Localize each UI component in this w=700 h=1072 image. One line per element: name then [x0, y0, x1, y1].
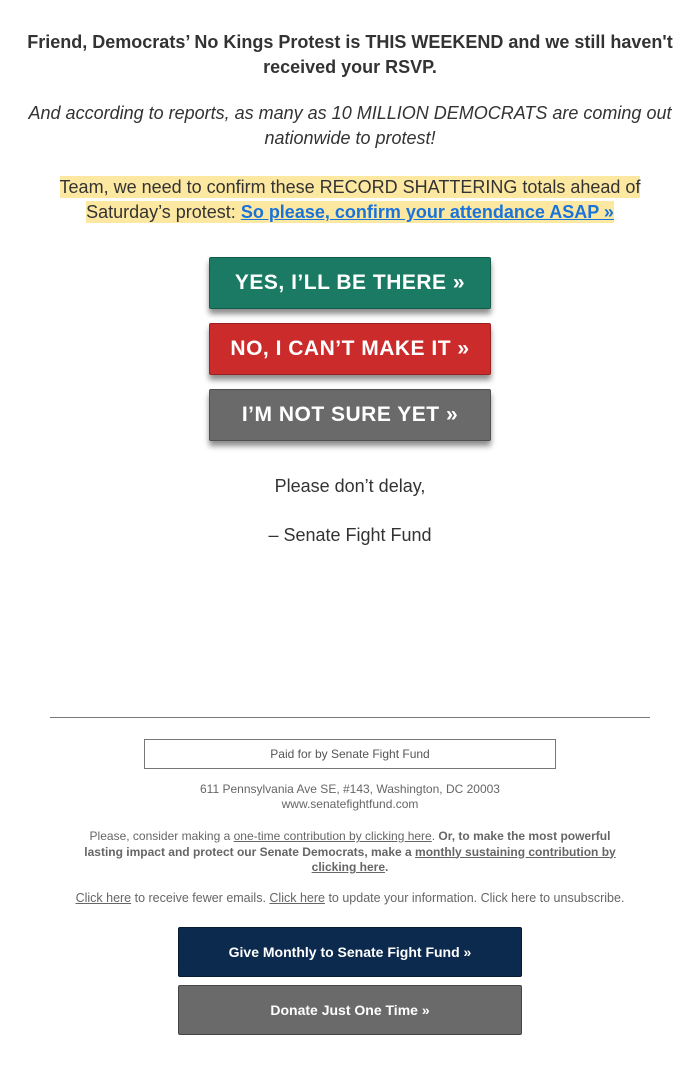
confirm-paragraph [20, 175, 680, 225]
contribution-paragraph [70, 829, 630, 876]
one-time-contribution-link[interactable]: one-time contribution by clicking here [233, 829, 432, 843]
confirm-text: Team, we need to confirm these RECORD SHATTERING totals ahead of Saturday’s protest: [59, 177, 641, 222]
reports-paragraph: And according to reports, as many as 10 MILLION DEMOCRATS are coming out nationwide to protest! [28, 103, 672, 148]
contrib-mid-text: . [431, 829, 439, 843]
contrib-pre-text: Please, consider making a [89, 829, 234, 843]
contrib-bold-text: Or, to make the most powerful lasting impact and protect our Senate Democrats, make a [84, 829, 611, 859]
footer-divider [50, 717, 650, 718]
paid-for-box: Paid for by Senate Fight Fund [144, 739, 556, 769]
contrib-end-text: . [385, 860, 389, 874]
rsvp-maybe-button[interactable]: I’M NOT SURE YET » [209, 389, 491, 441]
update-info-text: to update your information. Click here to unsubscribe. [324, 891, 625, 905]
signature: – Senate Fight Fund [268, 525, 432, 545]
give-monthly-button[interactable]: Give Monthly to Senate Fight Fund » [178, 927, 522, 977]
intro-paragraph: Friend, Democrats’ No Kings Protest is THIS WEEKEND and we still haven't received your RSVP. [27, 32, 673, 77]
update-info-link[interactable]: Click here [269, 891, 325, 905]
website-text: www.senatefightfund.com [281, 797, 419, 811]
address-block [20, 782, 680, 812]
email-preferences-line [20, 891, 680, 905]
rsvp-no-button[interactable]: NO, I CAN’T MAKE IT » [209, 323, 491, 375]
rsvp-yes-button[interactable]: YES, I’LL BE THERE » [209, 257, 491, 309]
fewer-emails-link[interactable]: Click here [75, 891, 132, 905]
highlighted-text [60, 176, 641, 223]
fewer-emails-text: to receive fewer emails. [131, 891, 270, 905]
monthly-contribution-link[interactable]: monthly sustaining contribution by clicking here [311, 844, 616, 874]
donate-one-time-button[interactable]: Donate Just One Time » [178, 985, 522, 1035]
confirm-attendance-link[interactable]: So please, confirm your attendance ASAP » [240, 202, 614, 222]
mailing-address: 611 Pennsylvania Ave SE, #143, Washington, DC 20003 [200, 782, 500, 796]
closing-line: Please don’t delay, [274, 476, 426, 496]
